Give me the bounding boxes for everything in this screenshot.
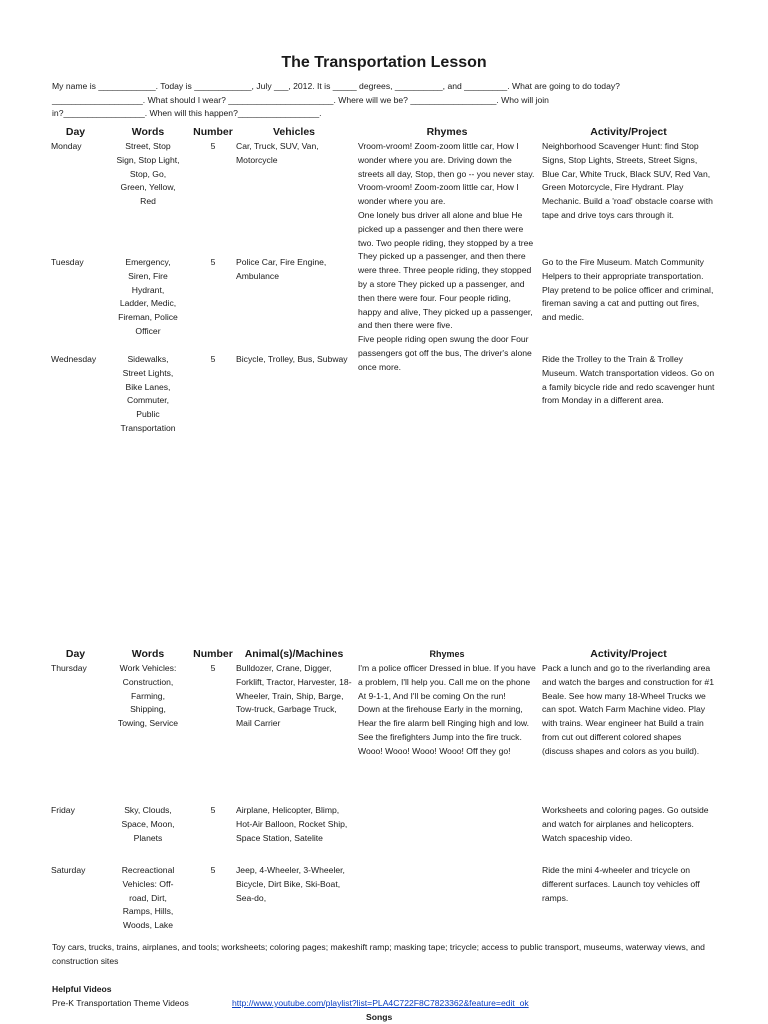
cell-words bbox=[103, 353, 193, 443]
header-number: Number bbox=[193, 648, 233, 661]
rhyme-paragraph: Five people riding open swung the door Four passengers got off the bus, The driver's alone once more. bbox=[358, 334, 532, 372]
word-line: Ramps, Hills, bbox=[122, 906, 174, 917]
word-line: Public bbox=[136, 409, 160, 420]
header-vehicles: Vehicles bbox=[272, 126, 316, 139]
word-line: Street Lights, bbox=[122, 367, 174, 378]
cell-words bbox=[103, 256, 193, 353]
cell-activity: Go to the Fire Museum. Match Community Helpers to their appropriate transportation. Play pretend to be police officer and criminal, fireman saving a cat and putting out fires, and medic. bbox=[542, 257, 714, 323]
word-line: road, Dirt, bbox=[129, 892, 167, 903]
word-line: Towing, Service bbox=[117, 718, 179, 729]
cell-words bbox=[103, 140, 193, 256]
cell-activity: Pack a lunch and go to the riverlanding area and watch the barges and construction for #1 Beale. See how many 18-Wheel Trucks we can spot. Watch Farm Machine video. Play with trains. Wear engineer hat Build a train from cut out different colored shapes (discuss shapes and colors as you build). bbox=[542, 663, 714, 756]
cell-activity: Ride the mini 4-wheeler and tricycle on different surfaces. Launch toy vehicles off ramps. bbox=[542, 865, 700, 903]
table-header-row bbox=[48, 646, 718, 662]
word-line: Sidewalks, bbox=[127, 354, 169, 364]
word-line: Siren, Fire bbox=[128, 270, 168, 281]
word-line: Sign, Stop Light, bbox=[116, 154, 180, 165]
word-line: Farming, bbox=[131, 690, 165, 701]
cell-words bbox=[103, 864, 193, 934]
table-row bbox=[48, 804, 718, 864]
intro-line: My name is ____________. Today is ____________, July ___, 2012. It is _____ degrees, __________, and _________. What are going to do today? bbox=[52, 81, 620, 91]
word-line: Emergency, bbox=[125, 257, 171, 267]
cell-words bbox=[103, 804, 193, 864]
video-playlist-link[interactable]: http://www.youtube.com/playlist?list=PLA4C722F8C7823362&feature=edit_ok bbox=[232, 998, 529, 1008]
cell-rhymes bbox=[355, 662, 539, 804]
word-line: Bike Lanes, bbox=[125, 381, 171, 392]
intro-paragraph bbox=[52, 80, 716, 121]
header-words: Words bbox=[131, 126, 165, 139]
schedule-table-week-part1 bbox=[48, 124, 718, 443]
header-activity: Activity/Project bbox=[590, 648, 667, 661]
word-line: Woods, Lake bbox=[122, 920, 173, 931]
intro-line: in?_________________. When will this happen?_________________. bbox=[52, 108, 322, 118]
video-label: Pre-K Transportation Theme Videos bbox=[52, 998, 189, 1008]
intro-line: ___________________. What should I wear? ______________________. Where will we be? __________________. Who will join bbox=[52, 94, 549, 105]
word-line: Sky, Clouds, bbox=[124, 805, 172, 815]
cell-day: Friday bbox=[51, 805, 75, 815]
word-line: Fireman, Police bbox=[118, 312, 178, 323]
cell-vehicles: Car, Truck, SUV, Van, Motorcycle bbox=[236, 141, 319, 165]
cell-vehicles: Police Car, Fire Engine, Ambulance bbox=[236, 257, 327, 281]
header-day: Day bbox=[65, 126, 86, 139]
table-row bbox=[48, 662, 718, 804]
cell-machines: Bulldozer, Crane, Digger, Forklift, Tractor, Harvester, 18-Wheeler, Train, Ship, Barge, Tow-truck, Garbage Truck, Mail Carrier bbox=[236, 663, 352, 729]
header-day: Day bbox=[65, 648, 86, 661]
cell-vehicles: Bicycle, Trolley, Bus, Subway bbox=[236, 354, 348, 364]
rhyme-paragraph: One lonely bus driver all alone and blue He picked up a passenger and then there were two. Two people riding, they stopped by a tree They picked up a passenger, and then there were three. Three people riding, they stopped by a store They picked up a passenger, and then there were four. Four people riding, happy and alive, They picked up a passenger, and then there were five. bbox=[358, 209, 534, 331]
cell-machines: Jeep, 4-Wheeler, 3-Wheeler, Bicycle, Dirt Bike, Ski-Boat, Sea-do, bbox=[236, 865, 345, 903]
cell-day: Thursday bbox=[51, 663, 87, 673]
table-header-row bbox=[48, 124, 718, 140]
word-line: Red bbox=[140, 196, 156, 207]
word-line: Ladder, Medic, bbox=[119, 298, 177, 309]
cell-machines: Airplane, Helicopter, Blimp, Hot-Air Balloon, Rocket Ship, Space Station, Satelite bbox=[236, 805, 348, 843]
word-line: Work Vehicles: bbox=[119, 663, 177, 673]
word-line: Transportation bbox=[120, 422, 176, 433]
cell-activity: Ride the Trolley to the Train & Trolley Museum. Watch transportation videos. Go on a family bicycle ride and redo scavenger hunt from Monday in a different area. bbox=[542, 354, 715, 406]
rhyme-paragraph: Down at the firehouse Early in the morning, Hear the fire alarm bell Ringing high and low. See the firefighters Jump into the fire truck. Wooo! Wooo! Wooo! Wooo! Off they go! bbox=[358, 704, 530, 756]
cell-number: 5 bbox=[210, 141, 216, 151]
word-line: Construction, bbox=[122, 676, 174, 687]
word-line: Vehicles: Off- bbox=[122, 878, 174, 889]
header-machines: Animal(s)/Machines bbox=[244, 648, 344, 661]
word-line: Commuter, bbox=[126, 395, 170, 406]
schedule-table-week-part2 bbox=[48, 646, 718, 934]
table-row bbox=[48, 864, 718, 934]
header-words: Words bbox=[131, 648, 165, 661]
word-line: Stop, Go, bbox=[129, 168, 167, 179]
cell-day: Monday bbox=[51, 141, 82, 151]
header-rhymes: Rhymes bbox=[429, 649, 465, 660]
cell-day: Saturday bbox=[51, 865, 86, 875]
cell-day: Tuesday bbox=[51, 257, 84, 267]
word-line: Planets bbox=[133, 832, 163, 843]
cell-number: 5 bbox=[210, 663, 216, 673]
cell-words bbox=[103, 662, 193, 804]
word-line: Space, Moon, bbox=[121, 818, 175, 829]
word-line: Shipping, bbox=[130, 704, 166, 715]
word-line: Recreactional bbox=[121, 865, 175, 875]
cell-number: 5 bbox=[210, 354, 216, 364]
word-line: Hydrant, bbox=[131, 284, 165, 295]
header-number: Number bbox=[193, 126, 233, 139]
word-line: Street, Stop bbox=[125, 141, 171, 151]
rhyme-paragraph: Vroom-vroom! Zoom-zoom little car, How I wonder where you are. Driving down the streets all day, Stop, then go -- you never stay. Vroom-vroom! Zoom-zoom little car, How I wonder where you are. bbox=[358, 141, 535, 207]
cell-activity: Neighborhood Scavenger Hunt: find Stop Signs, Stop Lights, Streets, Street Signs, Blue Car, White Truck, Black SUV, Red Van, Green Motorcycle, Fire Hydrant. Play Mechanic. Build a 'road' obstacle coarse with tape and drive toys cars through it. bbox=[542, 141, 713, 220]
header-rhymes: Rhymes bbox=[426, 126, 468, 139]
materials-list: Toy cars, trucks, trains, airplanes, and tools; worksheets; coloring pages; makeshift ramp; masking tape; tricycle; access to public transport, museums, waterway views, and construction sites bbox=[52, 942, 705, 966]
cell-day: Wednesday bbox=[51, 354, 97, 364]
cell-number: 5 bbox=[210, 865, 216, 875]
word-line: Officer bbox=[135, 325, 161, 336]
word-line: Green, Yellow, bbox=[120, 182, 176, 193]
page-title: The Transportation Lesson bbox=[281, 54, 487, 71]
cell-number: 5 bbox=[210, 257, 216, 267]
helpful-videos-heading: Helpful Videos bbox=[52, 984, 112, 994]
cell-activity: Worksheets and coloring pages. Go outside and watch for airplanes and helicopters. Watch spaceship video. bbox=[542, 805, 709, 843]
cell-rhymes bbox=[355, 804, 539, 864]
cell-rhymes bbox=[355, 864, 539, 934]
rhyme-paragraph: I'm a police officer Dressed in blue. If you have a problem, I'll help you. Call me on the phone At 9-1-1, And I'll be coming On the run! bbox=[358, 663, 536, 701]
cell-number: 5 bbox=[210, 805, 216, 815]
songs-heading: Songs bbox=[366, 1012, 393, 1022]
cell-rhymes bbox=[355, 140, 539, 443]
header-activity: Activity/Project bbox=[590, 126, 667, 139]
table-row bbox=[48, 140, 718, 256]
